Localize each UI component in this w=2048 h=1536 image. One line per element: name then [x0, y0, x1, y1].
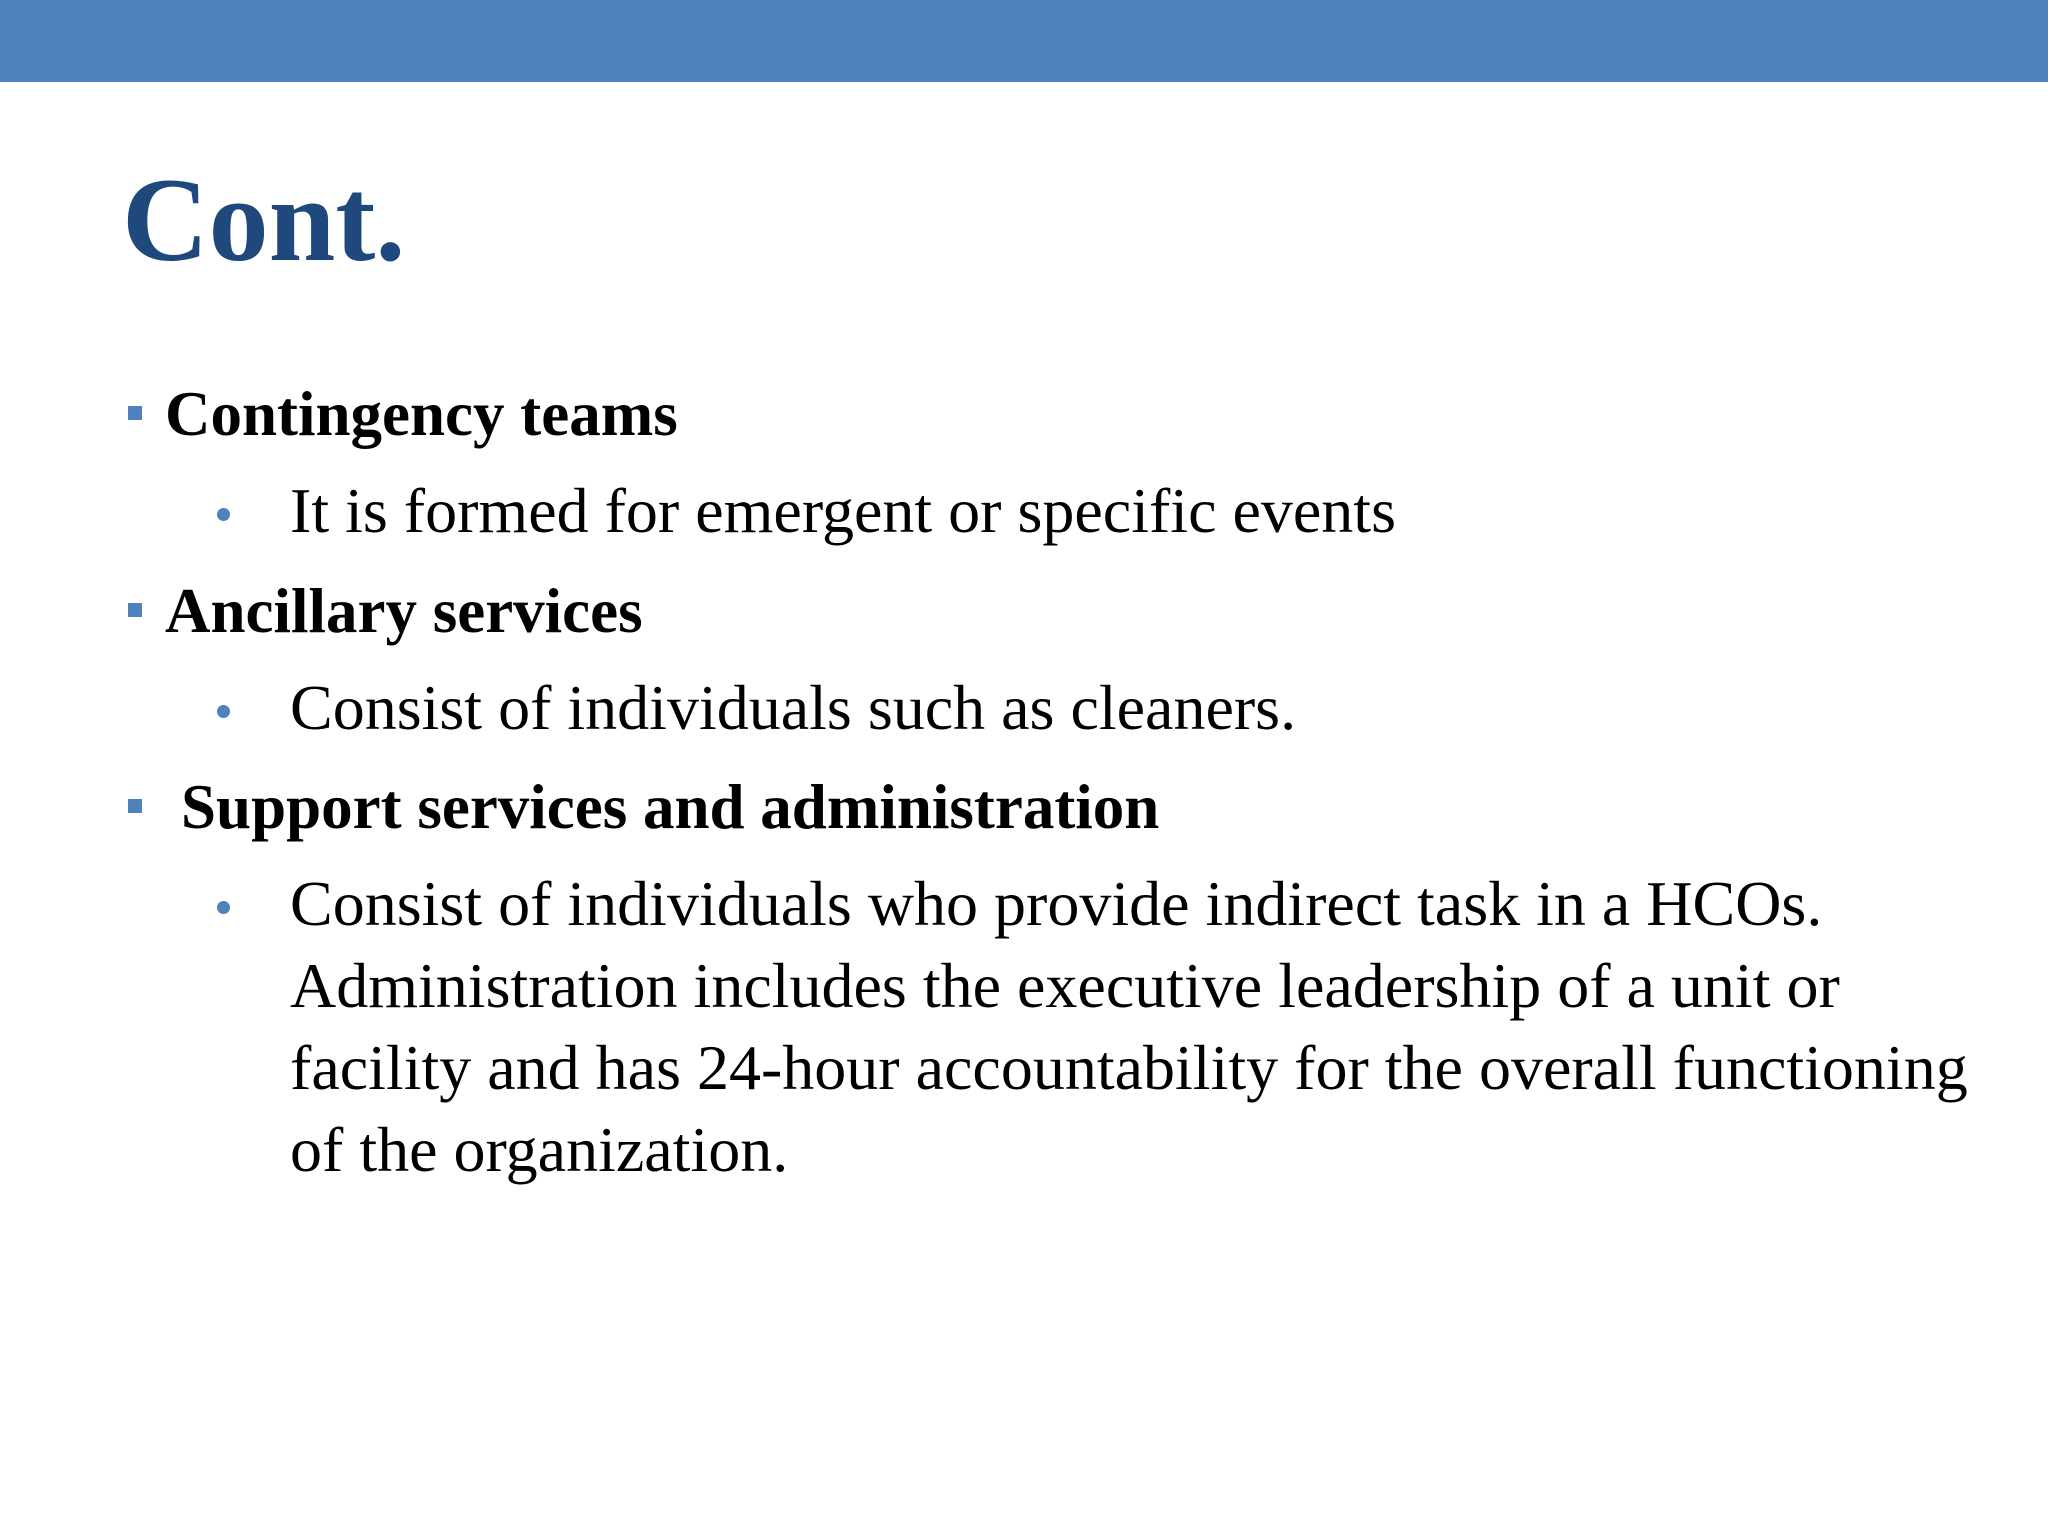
square-bullet-icon	[128, 799, 142, 813]
square-bullet-icon	[128, 603, 142, 617]
item-heading-contingency-teams: Contingency teams	[165, 379, 678, 449]
top-accent-bar	[0, 0, 2048, 82]
item-detail-contingency-teams: It is formed for emergent or specific events	[290, 475, 1396, 546]
round-bullet-icon	[217, 705, 230, 718]
round-bullet-icon	[217, 901, 230, 914]
item-detail-support-services: Consist of individuals who provide indirect task in a HCOs. Administration includes the executive leadership of a unit or facility and has 24-hour accountability for the overall functioning of the organization.	[290, 868, 1968, 1185]
slide-title: Cont.	[122, 153, 406, 286]
square-bullet-icon	[128, 406, 142, 420]
item-detail-ancillary-services: Consist of individuals such as cleaners.	[290, 672, 1297, 743]
item-heading-ancillary-services: Ancillary services	[165, 576, 643, 646]
item-heading-support-services: Support services and administration	[181, 772, 1160, 842]
round-bullet-icon	[217, 508, 230, 521]
